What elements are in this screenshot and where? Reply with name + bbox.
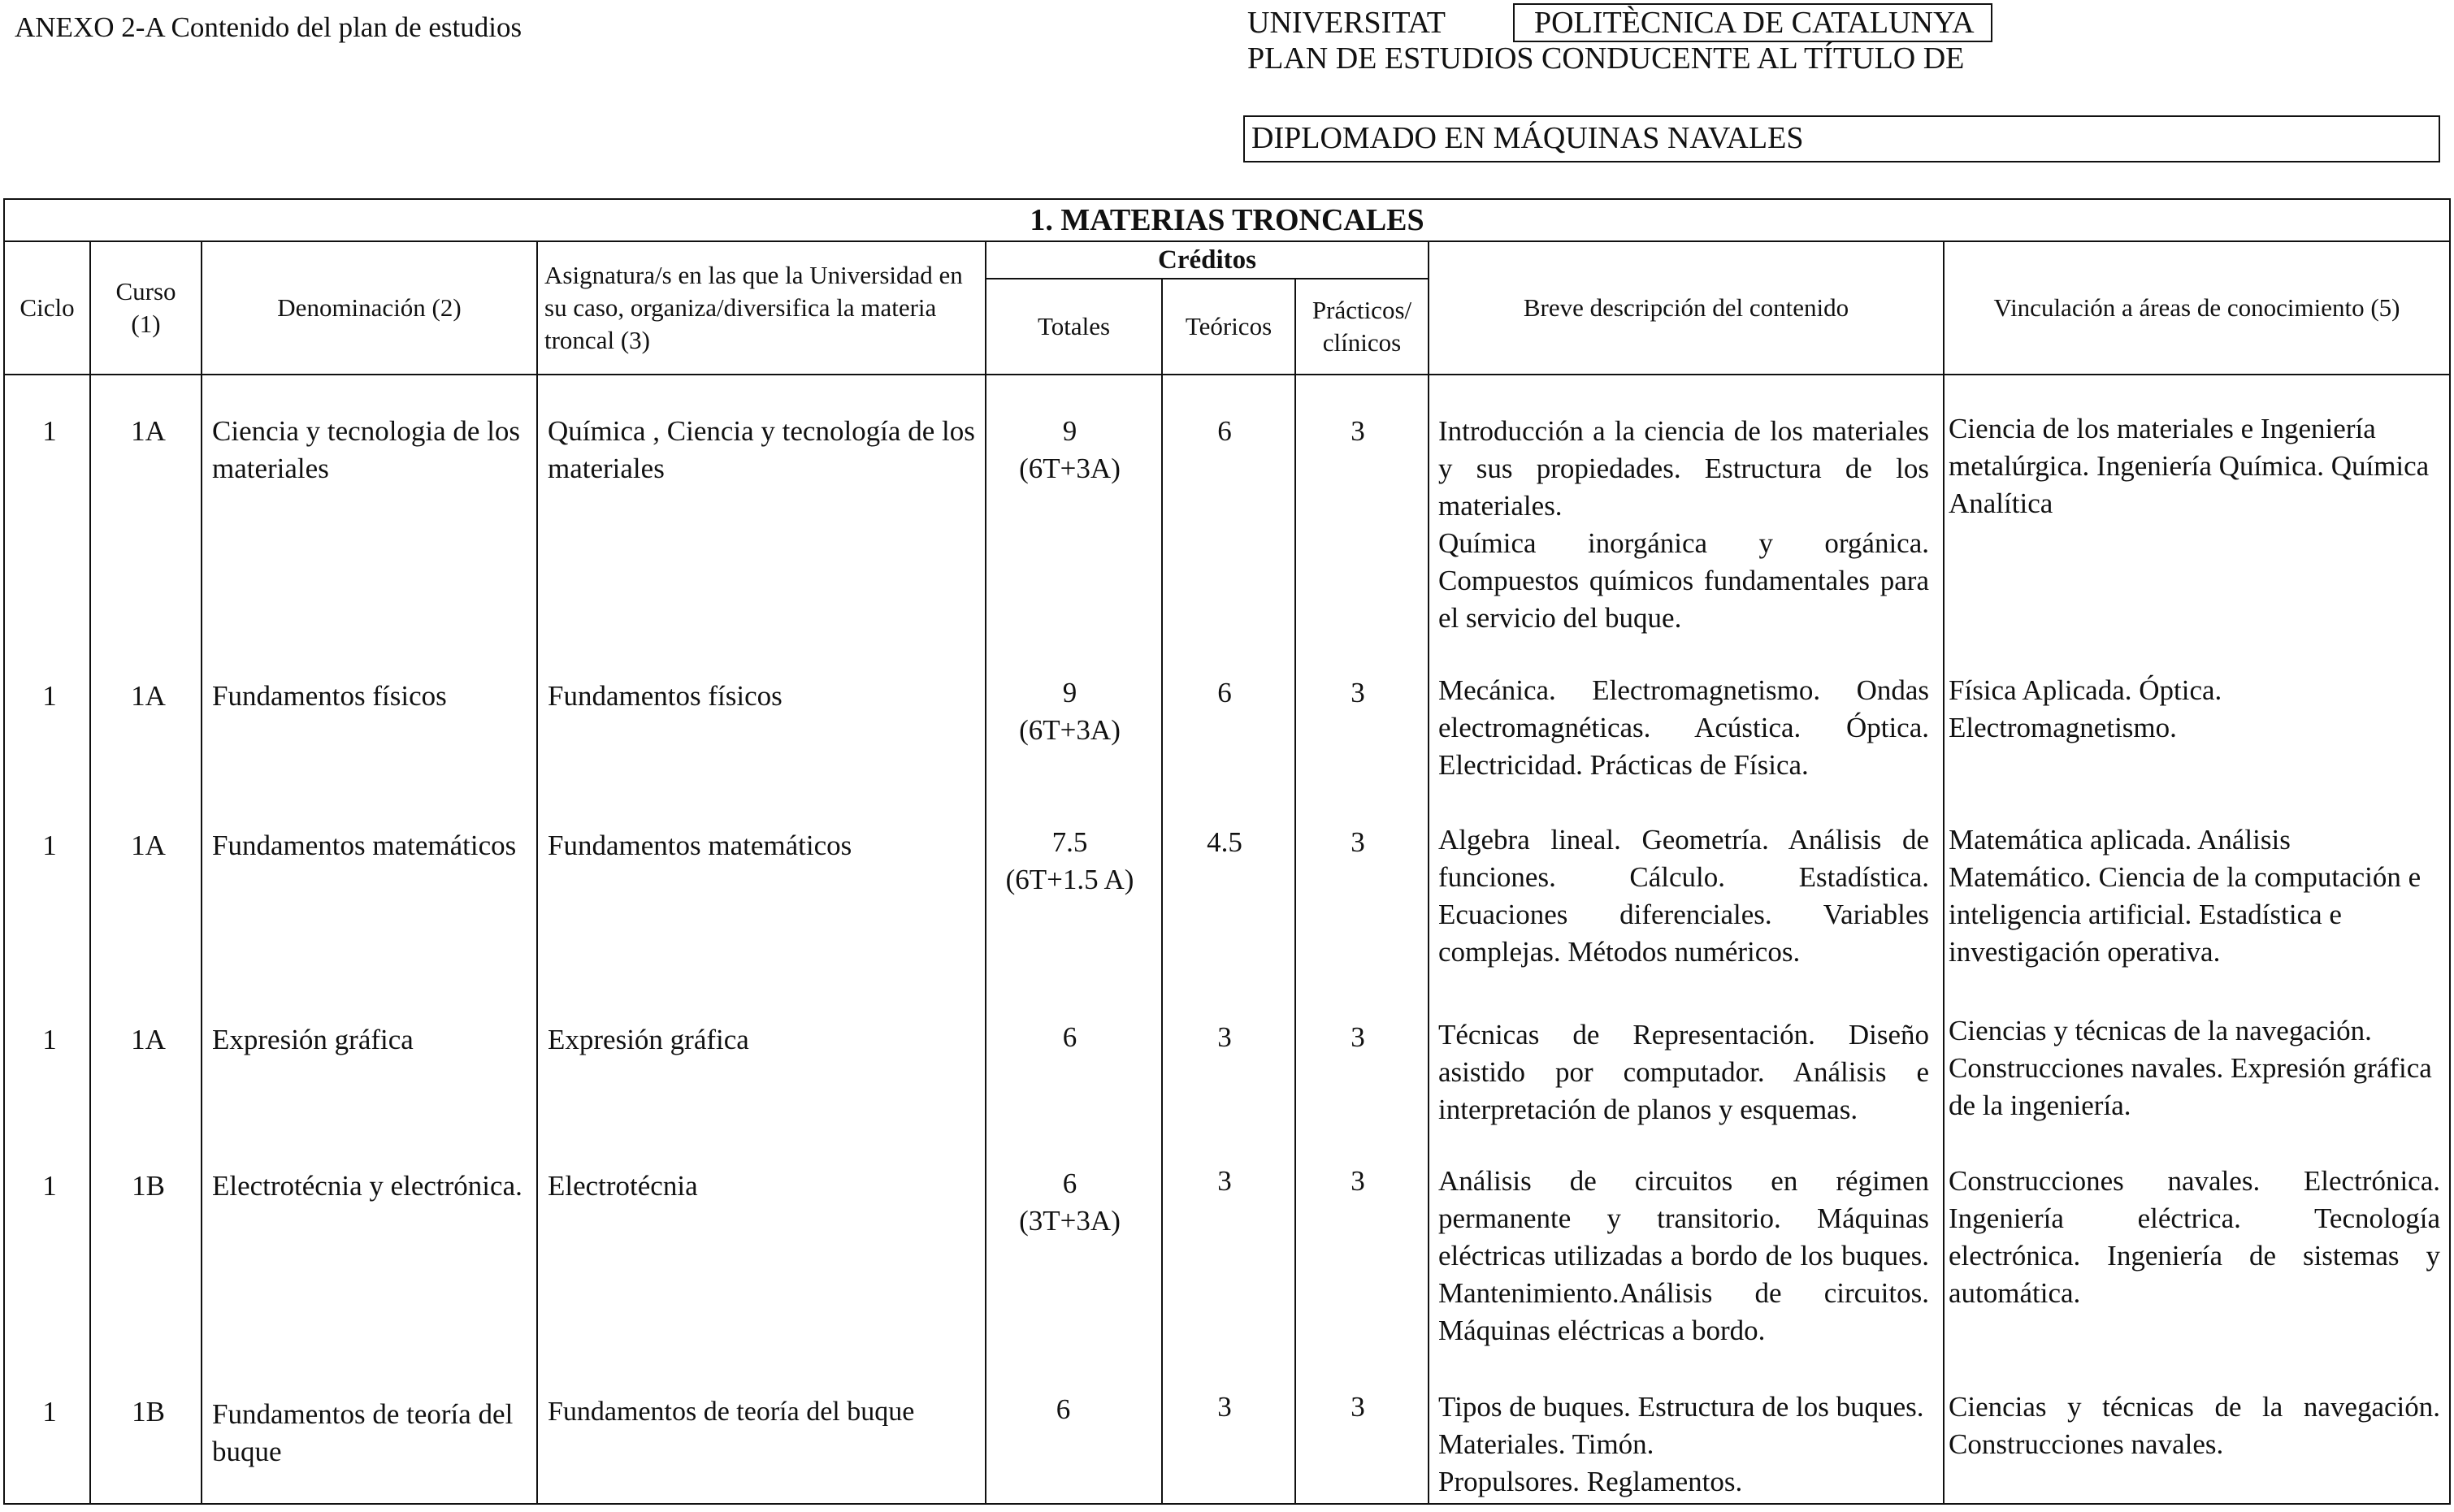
row-4-teoricos: 3 (1217, 1021, 1232, 1053)
row-2-asignaturas: Fundamentos físicos (548, 680, 783, 712)
row-5-curso: 1B (132, 1170, 165, 1202)
body-col-ciclo (4, 375, 90, 1504)
row-2-ciclo: 1 (42, 680, 57, 712)
row-4-vinculacion: Ciencias y técnicas de la navegación. Construcciones navales. Expresión gráfica de la ingeniería. (1949, 1015, 2432, 1121)
row-4-ciclo: 1 (42, 1024, 57, 1055)
row-1-ciclo: 1 (42, 415, 57, 447)
header-creditos: Créditos (986, 241, 1429, 279)
body-col-asignaturas (537, 375, 986, 1504)
row-6-ciclo: 1 (42, 1396, 57, 1428)
row-6-descripcion: Tipos de buques. Estructura de los buques. Materiales. Timón. Propulsores. Reglamentos. (1438, 1391, 1924, 1497)
table-title: 1. MATERIAS TRONCALES (4, 199, 2450, 241)
row-3-teoricos: 4.5 (1207, 826, 1242, 858)
row-5-descripcion: Análisis de circuitos en régimen permanente y transitorio. Máquinas eléctricas utilizadas a bordo de los buques. Mantenimiento.Análisis de circuitos. Máquinas eléctricas a bordo. (1438, 1165, 1929, 1346)
row-2-practicos: 3 (1351, 677, 1365, 708)
row-4-asignaturas: Expresión gráfica (548, 1024, 749, 1055)
row-6-teoricos: 3 (1217, 1391, 1232, 1423)
header-asignaturas: Asignatura/s en las que la Universidad en su caso, organiza/diversifica la materia troncal (3) (537, 241, 986, 375)
row-1-vinculacion: Ciencia de los materiales e Ingeniería metalúrgica. Ingeniería Química. Química Analítica (1949, 413, 2430, 519)
row-4-descripcion: Técnicas de Representación. Diseño asistido por computador. Análisis e interpretación de planos y esquemas. (1438, 1019, 1929, 1125)
university-label: UNIVERSITAT (1247, 6, 1446, 40)
university-name: POLITÈCNICA DE CATALUNYA (1534, 6, 1975, 40)
row-1-teoricos: 6 (1217, 415, 1232, 447)
row-5-ciclo: 1 (42, 1170, 57, 1202)
row-1-totales: 9 (6T+3A) (1019, 415, 1121, 484)
row-5-totales: 6 (3T+3A) (1019, 1168, 1121, 1237)
row-5-asignaturas: Electrotécnia (548, 1170, 698, 1202)
row-6-curso: 1B (132, 1396, 165, 1428)
row-3-practicos: 3 (1351, 826, 1365, 858)
row-3-vinculacion: Matemática aplicada. Análisis Matemático. Ciencia de la computación e inteligencia artificial. Estadística e investigación operativa. (1949, 824, 2421, 968)
header-teoricos: Teóricos (1162, 279, 1295, 375)
row-6-asignaturas: Fundamentos de teoría del buque (548, 1397, 915, 1427)
row-2-denominacion: Fundamentos físicos (212, 680, 447, 712)
row-3-denominacion: Fundamentos matemáticos (212, 830, 517, 861)
header-vinculacion: Vinculación a áreas de conocimiento (5) (1944, 241, 2450, 375)
row-3-descripcion: Algebra lineal. Geometría. Análisis de funciones. Cálculo. Estadística. Ecuaciones diferenciales. Variables complejas. Métodos numéricos. (1438, 824, 1929, 968)
row-6-totales: 6 (1056, 1393, 1071, 1425)
row-6-practicos: 3 (1351, 1391, 1365, 1423)
row-6-denominacion: Fundamentos de teoría del buque (212, 1398, 514, 1467)
row-3-totales: 7.5 (6T+1.5 A) (1005, 826, 1134, 895)
plan-line: PLAN DE ESTUDIOS CONDUCENTE AL TÍTULO DE (1247, 41, 1965, 76)
row-5-vinculacion: Construcciones navales. Electrónica. Ingeniería eléctrica. Tecnología electrónica. Ingeniería de sistemas y automática. (1949, 1165, 2440, 1309)
body-col-denominacion (202, 375, 537, 1504)
degree-title: DIPLOMADO EN MÁQUINAS NAVALES (1251, 121, 1804, 155)
header-practicos: Prácticos/ clínicos (1295, 279, 1429, 375)
header-curso: Curso (1) (90, 241, 202, 375)
row-5-practicos: 3 (1351, 1165, 1365, 1197)
header-totales: Totales (986, 279, 1162, 375)
row-4-denominacion: Expresión gráfica (212, 1024, 414, 1055)
header-ciclo: Ciclo (4, 241, 90, 375)
header-descripcion: Breve descripción del contenido (1429, 241, 1944, 375)
row-3-asignaturas: Fundamentos matemáticos (548, 830, 852, 861)
row-4-totales: 6 (1062, 1021, 1077, 1053)
body-col-teoricos (1162, 375, 1295, 1504)
row-1-denominacion: Ciencia y tecnologia de los materiales (212, 415, 521, 484)
row-2-totales: 9 (6T+3A) (1019, 677, 1121, 746)
row-4-curso: 1A (131, 1024, 166, 1055)
row-3-ciclo: 1 (42, 830, 57, 861)
row-4-practicos: 3 (1351, 1021, 1365, 1053)
row-1-practicos: 3 (1351, 415, 1365, 447)
row-5-teoricos: 3 (1217, 1165, 1232, 1197)
body-col-curso (90, 375, 202, 1504)
row-1-asignaturas: Química , Ciencia y tecnología de los materiales (548, 415, 975, 484)
header-denominacion: Denominación (2) (202, 241, 537, 375)
row-2-descripcion: Mecánica. Electromagnetismo. Ondas electromagnéticas. Acústica. Óptica. Electricidad. Prácticas de Física. (1438, 674, 1929, 781)
row-2-teoricos: 6 (1217, 677, 1232, 708)
body-col-totales (986, 375, 1162, 1504)
annex-title: ANEXO 2-A Contenido del plan de estudios (15, 11, 522, 43)
row-2-vinculacion: Física Aplicada. Óptica. Electromagnetismo. (1949, 674, 2222, 743)
row-1-descripcion: Introducción a la ciencia de los materiales y sus propiedades. Estructura de los materiales. Química inorgánica y orgánica. Compuestos químicos fundamentales para el servicio del buque. (1438, 415, 1929, 634)
row-6-vinculacion: Ciencias y técnicas de la navegación. Construcciones navales. (1949, 1391, 2440, 1460)
body-col-practicos (1295, 375, 1429, 1504)
row-1-curso: 1A (131, 415, 166, 447)
row-3-curso: 1A (131, 830, 166, 861)
row-5-denominacion: Electrotécnia y electrónica. (212, 1170, 522, 1202)
row-2-curso: 1A (131, 680, 166, 712)
